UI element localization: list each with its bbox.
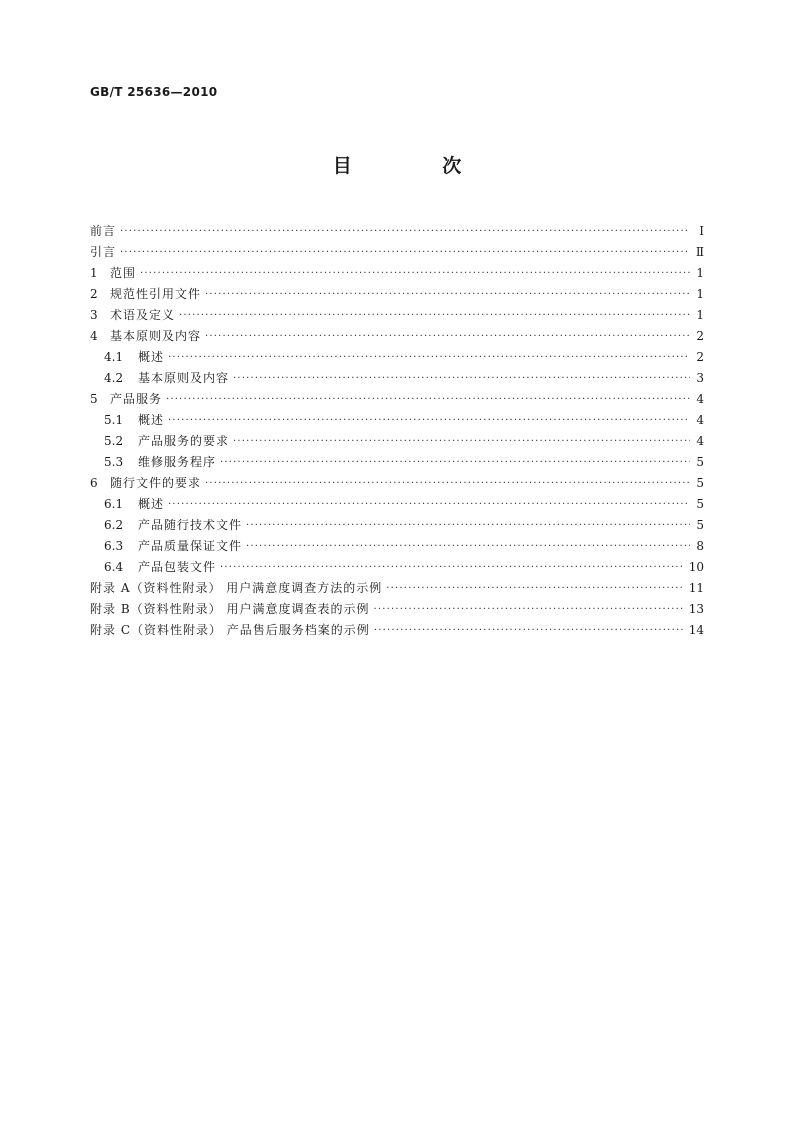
dot-leader [168, 347, 690, 368]
toc-entry-6-1[interactable] [90, 494, 704, 515]
toc-entry-number: 5.1 [104, 413, 124, 427]
toc-entry-5-1[interactable] [90, 410, 704, 431]
dot-leader [233, 431, 690, 452]
toc-entry-5-2[interactable] [90, 431, 704, 452]
toc-entry-appendix-a[interactable] [90, 578, 704, 599]
toc-entry-2[interactable] [90, 284, 704, 305]
toc-entry-page: 11 [688, 581, 704, 595]
toc-entry-6-2[interactable] [90, 515, 704, 536]
dot-leader [179, 305, 690, 326]
toc-entry-label: 维修服务程序 [138, 455, 217, 469]
toc-entry-page: 5 [696, 497, 704, 511]
toc-entry-number: 3 [90, 308, 98, 322]
toc-entry-label: 附录 C（资料性附录） 产品售后服务档案的示例 [90, 623, 370, 637]
dot-leader [386, 578, 684, 599]
dot-leader [233, 368, 690, 389]
toc-entry-page: 2 [696, 350, 704, 364]
dot-leader [166, 389, 690, 410]
toc-entry-page: 4 [696, 434, 704, 448]
toc-entry-number: 6.2 [104, 518, 124, 532]
toc-entry-number: 6.1 [104, 497, 124, 511]
toc-entry-label: 产品包装文件 [138, 560, 217, 574]
toc-entry-page: 13 [688, 602, 704, 616]
dot-leader [373, 599, 684, 620]
toc-entry-page: 1 [696, 266, 704, 280]
toc-entry-label: 引言 [90, 245, 117, 259]
toc-entry-foreword[interactable] [90, 221, 704, 242]
dot-leader [246, 536, 690, 557]
toc-entry-page: Ⅱ [695, 245, 704, 259]
dot-leader [220, 452, 690, 473]
toc-entry-appendix-c[interactable] [90, 620, 704, 641]
dot-leader [374, 620, 685, 641]
toc-entry-label: 产品服务的要求 [138, 434, 230, 448]
toc-entry-label: 概述 [138, 350, 165, 364]
toc-entry-page: 4 [696, 392, 704, 406]
standard-code: GB/T 25636—2010 [90, 85, 218, 99]
toc-entry-label: 基本原则及内容 [138, 371, 230, 385]
toc-entry-5[interactable] [90, 389, 704, 410]
toc-entry-label: 概述 [138, 413, 165, 427]
dot-leader [205, 326, 690, 347]
toc-entry-page: 5 [696, 518, 704, 532]
dot-leader [168, 410, 690, 431]
toc-entry-appendix-b[interactable] [90, 599, 704, 620]
toc-entry-page: 14 [688, 623, 704, 637]
toc-entry-number: 2 [90, 287, 98, 301]
toc-entry-label: 概述 [138, 497, 165, 511]
toc-entry-label: 术语及定义 [110, 308, 176, 322]
toc-entry-number: 6.4 [104, 560, 124, 574]
table-of-contents [90, 221, 704, 641]
toc-entry-page: 3 [696, 371, 704, 385]
dot-leader [168, 494, 690, 515]
toc-entry-page: 5 [696, 476, 704, 490]
page-title: 目 次 [332, 155, 504, 177]
toc-entry-page: 1 [696, 287, 704, 301]
toc-entry-label: 范围 [110, 266, 137, 280]
dot-leader [220, 557, 685, 578]
toc-entry-number: 5 [90, 392, 98, 406]
toc-entry-label: 产品服务 [110, 392, 163, 406]
toc-entry-label: 产品质量保证文件 [138, 539, 243, 553]
toc-entry-page: 10 [688, 560, 704, 574]
toc-entry-number: 4.1 [104, 350, 124, 364]
toc-entry-page: Ⅰ [699, 224, 704, 238]
toc-entry-number: 4 [90, 329, 98, 343]
toc-entry-page: 8 [696, 539, 704, 553]
toc-entry-introduction[interactable] [90, 242, 704, 263]
toc-entry-6-3[interactable] [90, 536, 704, 557]
toc-entry-label: 附录 A（资料性附录） 用户满意度调查方法的示例 [90, 581, 383, 595]
toc-entry-number: 1 [90, 266, 98, 280]
toc-entry-1[interactable] [90, 263, 704, 284]
toc-entry-page: 1 [696, 308, 704, 322]
dot-leader [140, 263, 690, 284]
toc-entry-page: 4 [696, 413, 704, 427]
toc-entry-4[interactable] [90, 326, 704, 347]
toc-entry-page: 5 [696, 455, 704, 469]
toc-entry-5-3[interactable] [90, 452, 704, 473]
toc-entry-number: 4.2 [104, 371, 124, 385]
toc-entry-label: 附录 B（资料性附录） 用户满意度调查表的示例 [90, 602, 370, 616]
toc-entry-label: 规范性引用文件 [110, 287, 202, 301]
dot-leader [205, 284, 690, 305]
toc-entry-6[interactable] [90, 473, 704, 494]
toc-entry-label: 随行文件的要求 [110, 476, 202, 490]
toc-entry-3[interactable] [90, 305, 704, 326]
toc-entry-6-4[interactable] [90, 557, 704, 578]
toc-entry-number: 6.3 [104, 539, 124, 553]
toc-entry-label: 基本原则及内容 [110, 329, 202, 343]
dot-leader [246, 515, 690, 536]
toc-entry-4-2[interactable] [90, 368, 704, 389]
toc-entry-number: 6 [90, 476, 98, 490]
toc-entry-number: 5.3 [104, 455, 124, 469]
dot-leader [120, 221, 690, 242]
toc-entry-label: 产品随行技术文件 [138, 518, 243, 532]
toc-entry-number: 5.2 [104, 434, 124, 448]
dot-leader [120, 242, 690, 263]
toc-entry-4-1[interactable] [90, 347, 704, 368]
dot-leader [205, 473, 690, 494]
toc-entry-label: 前言 [90, 224, 117, 238]
toc-entry-page: 2 [696, 329, 704, 343]
